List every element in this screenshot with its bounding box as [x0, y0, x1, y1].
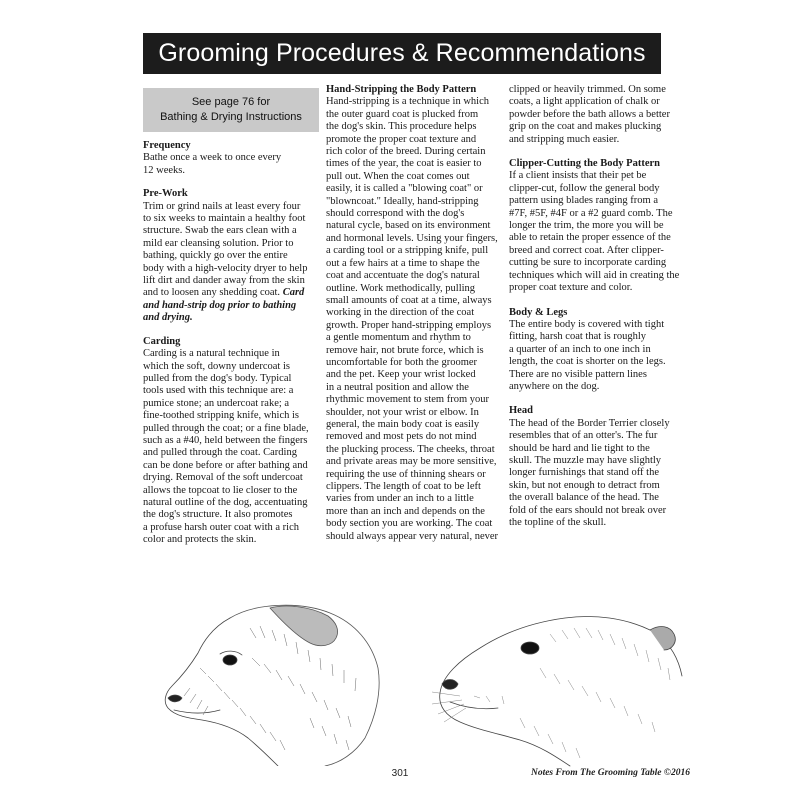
- text-line: a quarter of an inch to one inch in: [509, 343, 651, 355]
- text-line: clipper-cut, follow the general body: [509, 182, 660, 194]
- text-line: skin, but not enough to detract from: [509, 479, 660, 491]
- text-line: requiring the use of thinning shears or: [326, 468, 486, 480]
- text-line: the topline of the skull.: [509, 517, 607, 528]
- prework-emphasis: Card: [282, 287, 305, 299]
- reference-note-box: [143, 88, 319, 132]
- text-line: fold of the ears should not break over: [509, 504, 667, 516]
- text-line: pulled from the dog's body. Typical: [143, 372, 292, 384]
- text-line: growth. Proper hand-stripping employs: [326, 319, 492, 331]
- text-line: should correspond with the dog's: [326, 208, 465, 220]
- frequency-text: [143, 152, 311, 177]
- otter-head-sketch-icon: [420, 598, 685, 768]
- text-line: structure. Swab the ears clean with a: [143, 225, 297, 237]
- text-line: bathing, quickly go over the entire: [143, 250, 288, 262]
- text-line: should be hard and lie tight to the: [509, 442, 650, 454]
- text-line: Hand-stripping is a technique in which: [326, 96, 490, 108]
- text-line: The head of the Border Terrier closely: [509, 417, 670, 429]
- text-line: pull out. When the coat comes out: [326, 170, 470, 182]
- reference-note-line-1: See page 76 for: [191, 96, 271, 108]
- text-line: allows the topcoat to lie closer to the: [143, 484, 298, 496]
- section-heading-clipper-cutting: Clipper-Cutting the Body Pattern: [509, 158, 660, 170]
- text-line: such as a #40, held between the fingers: [143, 434, 308, 446]
- text-line: fitting, harsh coat that is roughly: [509, 331, 647, 343]
- text-line: uncomfortable for both the groomer: [326, 356, 478, 368]
- text-line: removed and most pets do not mind: [326, 431, 477, 443]
- text-line: rhythmic movement to stem from your: [326, 394, 490, 406]
- text-line: body with a high-velocity dryer to help: [143, 262, 308, 274]
- text-line: 12 weeks.: [143, 164, 185, 176]
- text-line: general, the main body coat is easily: [326, 418, 480, 430]
- reference-note-line-2: Bathing & Drying Instructions: [160, 111, 302, 123]
- prework-emphasis: and drying.: [143, 312, 193, 324]
- hand-stripping-continued-text: [509, 84, 681, 146]
- text-line: color and protects the skin.: [143, 534, 257, 546]
- section-heading-carding: Carding: [143, 335, 181, 347]
- text-line: If a client insists that their pet be: [509, 170, 647, 182]
- section-heading-hand-stripping: Hand-Stripping the Body Pattern: [326, 84, 477, 95]
- column-3: [509, 84, 681, 529]
- section-heading-head: Head: [509, 405, 533, 417]
- text-line: fine-toothed stripping knife, which is: [143, 410, 300, 422]
- text-line: able to retain the proper essence of the: [509, 232, 671, 244]
- text-line: techniques which will aid in creating the: [509, 269, 680, 281]
- text-line: working in the direction of the coat: [326, 307, 475, 319]
- head-text: [509, 418, 681, 530]
- text-line: and to loosen any shedding coat.: [143, 287, 281, 299]
- text-line: Trim or grind nails at least every four: [143, 200, 301, 212]
- text-line: promote the proper coat texture and: [326, 133, 477, 145]
- text-line: lift dirt and dander away from the skin: [143, 275, 305, 287]
- text-line: shoulder, not your wrist or elbow. In: [326, 406, 479, 418]
- text-line: resembles that of an otter's. The fur: [509, 430, 658, 442]
- page-title: Grooming Procedures & Recommendations: [143, 33, 661, 74]
- text-line: a profuse harsh outer coat with a rich: [143, 521, 299, 533]
- prework-emphasis: and hand-strip dog prior to bathing: [143, 299, 297, 311]
- footer-credit: Notes From The Grooming Table ©2016: [530, 768, 690, 778]
- carding-text: [143, 348, 311, 547]
- text-line: body section you are working. The coat: [326, 518, 493, 530]
- text-line: breed and correct coat. After clipper-: [509, 244, 664, 256]
- section-heading-body-legs: Body & Legs: [509, 306, 568, 318]
- text-line: a carding tool or a stripping knife, pull: [326, 245, 489, 257]
- text-line: drying. Removal of the soft undercoat: [143, 472, 303, 484]
- text-line: small amounts of coat at a time, always: [326, 294, 492, 306]
- text-line: proper coat texture and color.: [509, 282, 633, 294]
- text-line: longer furnishings that stand off the: [509, 467, 659, 479]
- text-line: easily, it is called a "blowing coat" or: [326, 183, 483, 195]
- text-line: #7F, #5F, #4F or a #2 guard comb. The: [509, 207, 673, 219]
- text-line: anywhere on the dog.: [509, 380, 600, 392]
- text-line: the dog's structure. It also promotes: [143, 509, 293, 521]
- text-line: remove hair, not brute force, which is: [326, 344, 484, 356]
- text-line: the plucking process. The cheeks, throat: [326, 443, 495, 455]
- text-line: powder before the bath allows a better: [509, 108, 670, 120]
- text-line: cutting be sure to incorporate carding: [509, 257, 667, 269]
- text-line: Carding is a natural technique in: [143, 348, 280, 360]
- text-line: "blowncoat." Ideally, hand-stripping: [326, 195, 479, 207]
- terrier-head-sketch-icon: [160, 598, 390, 766]
- text-line: outline. Work methodically, pulling: [326, 282, 476, 294]
- text-line: There are no visible pattern lines: [509, 368, 647, 380]
- text-line: and stripping much easier.: [509, 133, 620, 145]
- text-line: and pulled through the coat. Carding: [143, 447, 297, 459]
- text-line: out a few hairs at a time to shape the: [326, 257, 480, 269]
- text-line: mild ear cleansing solution. Prior to: [143, 237, 294, 249]
- text-line: the overall balance of the head. The: [509, 492, 659, 504]
- text-line: tools used with this technique are: a: [143, 385, 294, 397]
- text-line: length, the coat is shorter on the legs.: [509, 356, 666, 368]
- text-line: should always appear very natural, never: [326, 530, 499, 542]
- text-line: can be done before or after bathing and: [143, 459, 308, 471]
- section-heading-frequency: Frequency: [143, 140, 191, 151]
- text-line: Bathe once a week to once every: [143, 152, 282, 164]
- body-legs-text: [509, 319, 681, 393]
- text-line: pattern using blades ranging from a: [509, 195, 658, 207]
- text-line: to six weeks to maintain a healthy foot: [143, 213, 306, 225]
- text-line: natural cycle, based on its environment: [326, 220, 491, 232]
- text-line: more than an inch and depends on the: [326, 505, 485, 517]
- text-line: the dog's skin. This procedure helps: [326, 121, 477, 133]
- text-line: and private areas may be more sensitive,: [326, 456, 497, 468]
- text-line: in a neutral position and allow the: [326, 381, 469, 393]
- text-line: skull. The muzzle may have slightly: [509, 454, 662, 466]
- text-line: and hormonal levels. Using your fingers,: [326, 232, 498, 244]
- column-2: [326, 84, 498, 543]
- text-line: pumice stone; an undercoat rake; a: [143, 397, 290, 409]
- text-line: the outer guard coat is plucked from: [326, 108, 479, 120]
- text-line: coat and accentuate the dog's natural: [326, 270, 480, 282]
- text-line: times of the year, the coat is easier to: [326, 158, 482, 170]
- text-line: clipped or heavily trimmed. On some: [509, 84, 666, 95]
- text-line: clippers. The length of coat to be left: [326, 481, 481, 492]
- text-line: pulled through the coat; or a fine blade,: [143, 422, 309, 434]
- text-line: longer the trim, the more you will be: [509, 220, 664, 232]
- text-line: natural outline of the dog, accentuating: [143, 496, 308, 508]
- text-line: a gentle momentum and rhythm to: [326, 332, 471, 344]
- section-heading-prework: Pre-Work: [143, 188, 188, 200]
- text-line: grip on the coat and makes plucking: [509, 121, 662, 133]
- text-line: which the soft, downy undercoat is: [143, 360, 290, 372]
- text-line: varies from under an inch to a little: [326, 493, 474, 505]
- page-number: 301: [391, 768, 409, 779]
- column-1: [143, 140, 311, 547]
- hand-stripping-text: [326, 96, 498, 543]
- clipper-cutting-text: [509, 170, 681, 294]
- text-line: The entire body is covered with tight: [509, 318, 665, 330]
- prework-text: [143, 201, 311, 325]
- text-line: and the pet. Keep your wrist locked: [326, 369, 476, 381]
- text-line: coats, a light application of chalk or: [509, 96, 660, 108]
- text-line: rich color of the breed. During certain: [326, 146, 486, 158]
